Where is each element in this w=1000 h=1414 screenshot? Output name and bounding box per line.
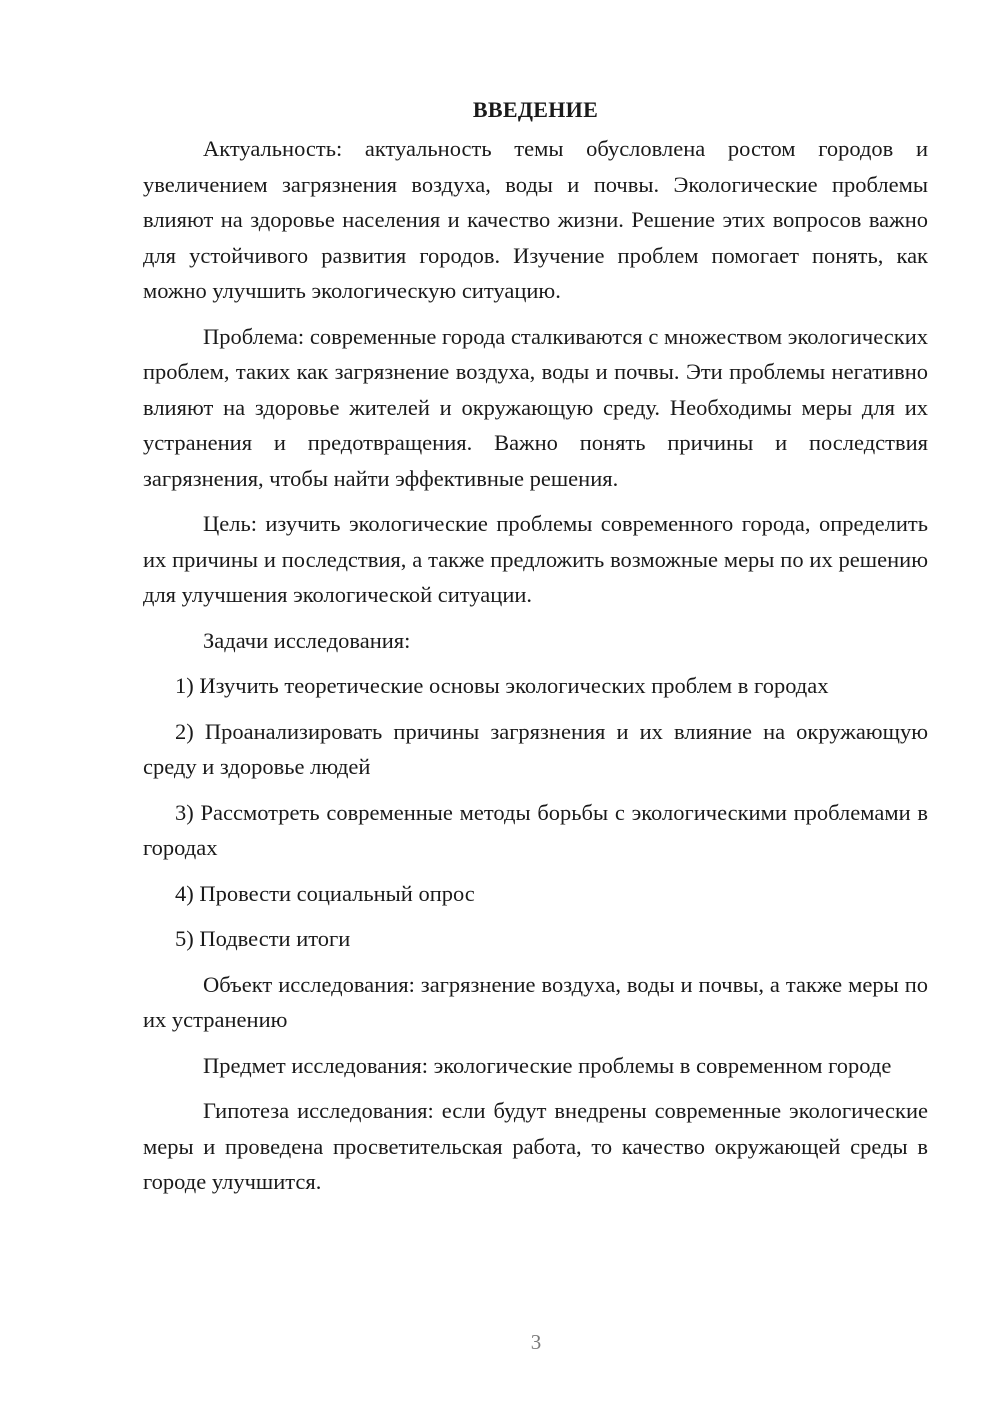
relevance-paragraph: Актуальность: актуальность темы обусловлена ростом городов и увеличением загрязнения воздуха, воды и почвы. Экологические проблемы влияют на здоровье населения и качество жизни. Решение этих вопросов важно для устойчивого развития городов. Изучение проблем помогает понять, как можно улучшить экологическую ситуацию. <box>143 136 928 303</box>
task-item-3: 3) Рассмотреть современные методы борьбы с экологическими проблемами в городах <box>143 799 928 860</box>
goal-paragraph: Цель: изучить экологические проблемы современного города, определить их причины и последствия, а также предложить возможные меры по их решению для улучшения экологической ситуации. <box>143 511 928 607</box>
object-paragraph: Объект исследования: загрязнение воздуха, воды и почвы, а также меры по их устранению <box>143 971 928 1032</box>
subject-paragraph: Предмет исследования: экологические проблемы в современном городе <box>203 1052 892 1078</box>
hypothesis-paragraph: Гипотеза исследования: если будут внедрены современные экологические меры и проведена просветительская работа, то качество окружающей среды в городе улучшится. <box>143 1098 928 1194</box>
task-item-4: 4) Провести социальный опрос <box>175 880 475 906</box>
document-page <box>143 92 928 1210</box>
task-item-2: 2) Проанализировать причины загрязнения и их влияние на окружающую среду и здоровье людей <box>143 718 928 779</box>
page-number: 3 <box>530 1330 542 1354</box>
page-title: ВВЕДЕНИЕ <box>472 97 599 122</box>
problem-paragraph: Проблема: современные города сталкиваются с множеством экологических проблем, таких как загрязнение воздуха, воды и почвы. Эти проблемы негативно влияют на здоровье жителей и окружающую среду. Необходимы меры для их устранения и предотвращения. Важно понять причины и последствия загрязнения, чтобы найти эффективные решения. <box>143 323 928 491</box>
tasks-label: Задачи исследования: <box>203 627 411 653</box>
task-item-5: 5) Подвести итоги <box>175 926 351 951</box>
task-item-1: 1) Изучить теоретические основы экологических проблем в городах <box>175 673 829 698</box>
